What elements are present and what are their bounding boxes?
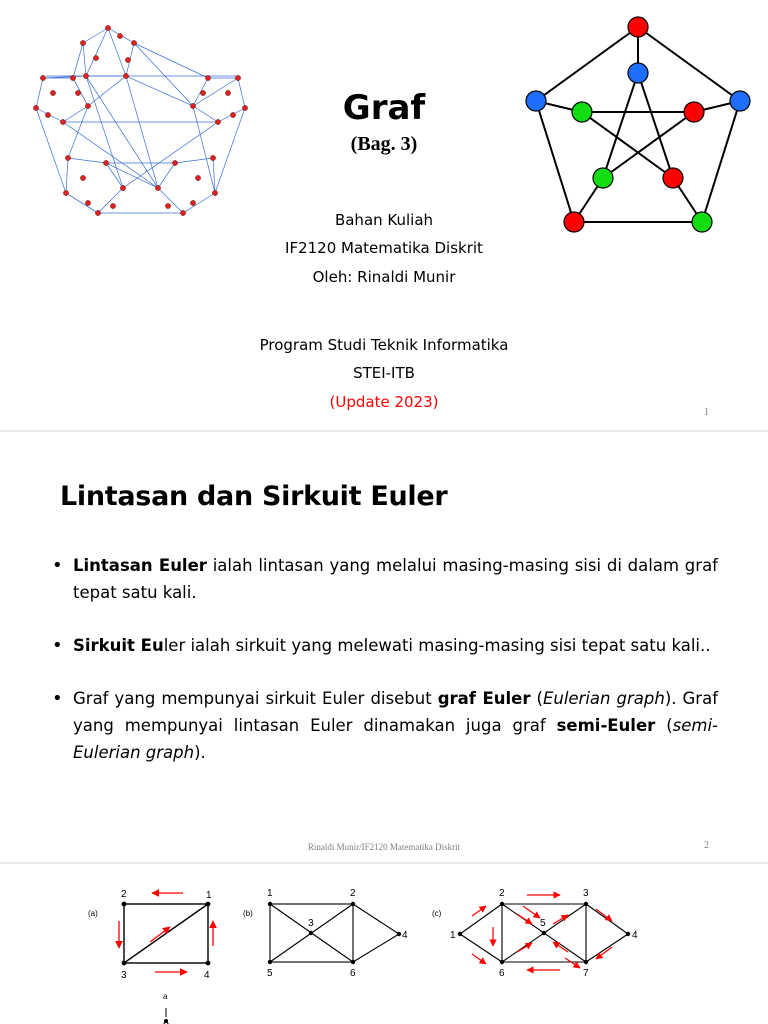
svg-text:4: 4 bbox=[632, 930, 638, 941]
course-material-line: Bahan Kuliah bbox=[334, 211, 434, 229]
slide-heading: Lintasan dan Sirkuit Euler bbox=[60, 481, 448, 512]
svg-text:(a): (a) bbox=[88, 909, 98, 918]
svg-text:2: 2 bbox=[121, 889, 127, 900]
svg-text:3: 3 bbox=[583, 888, 589, 899]
slide-1 bbox=[0, 0, 768, 432]
slide-title: Graf bbox=[342, 88, 426, 128]
graph-b bbox=[243, 888, 408, 979]
svg-text:6: 6 bbox=[499, 968, 505, 979]
svg-text:2: 2 bbox=[499, 888, 505, 899]
svg-text:1: 1 bbox=[450, 930, 456, 941]
slide-footer: Rinaldi Munir/IF2120 Matematika Diskrit bbox=[307, 842, 461, 852]
euler-graph-examples bbox=[0, 864, 768, 1024]
svg-text:(b): (b) bbox=[243, 909, 253, 918]
svg-text:1: 1 bbox=[267, 888, 273, 899]
author-line: Oleh: Rinaldi Munir bbox=[312, 268, 456, 286]
page-number: 1 bbox=[704, 407, 709, 418]
svg-text:4: 4 bbox=[204, 970, 210, 981]
bullet-graf-euler: • Graf yang mempunyai sirkuit Euler disebut graf Euler (Eulerian graph). Graf yang mempunyai lintasan Euler dinamakan juga graf semi-Euler (semi-Eulerian graph). bbox=[50, 685, 718, 766]
svg-text:7: 7 bbox=[583, 968, 589, 979]
svg-text:3: 3 bbox=[308, 918, 314, 929]
svg-text:5: 5 bbox=[540, 918, 546, 929]
bullet-lintasan-euler: • Lintasan Euler ialah lintasan yang melalui masing-masing sisi di dalam graf tepat satu kali. bbox=[50, 552, 718, 606]
svg-text:2: 2 bbox=[350, 888, 356, 899]
svg-text:4: 4 bbox=[402, 930, 408, 941]
update-year-line: (Update 2023) bbox=[329, 393, 439, 411]
petersen-vertex-top-red bbox=[628, 17, 648, 37]
graph-partial bbox=[160, 992, 172, 1024]
svg-text:3: 3 bbox=[121, 970, 127, 981]
school-line: STEI-ITB bbox=[353, 364, 415, 382]
svg-text:6: 6 bbox=[350, 968, 356, 979]
slide-3 bbox=[0, 864, 768, 1024]
svg-text:5: 5 bbox=[267, 968, 273, 979]
slide-2 bbox=[0, 432, 768, 864]
svg-text:(c): (c) bbox=[432, 909, 442, 918]
bullet-sirkuit-euler: • Sirkuit Euler ialah sirkuit yang melewati masing-masing sisi tepat satu kali.. bbox=[50, 632, 718, 659]
petersen-graph bbox=[522, 14, 754, 236]
definition-list bbox=[50, 552, 718, 792]
graph-a bbox=[88, 889, 213, 981]
page-number: 2 bbox=[704, 840, 709, 851]
svg-text:a: a bbox=[163, 992, 168, 1001]
course-name-line: IF2120 Matematika Diskrit bbox=[285, 239, 483, 257]
graph-c bbox=[432, 888, 638, 979]
svg-text:1: 1 bbox=[206, 890, 212, 901]
program-line: Program Studi Teknik Informatika bbox=[259, 336, 509, 354]
slide-subtitle: (Bag. 3) bbox=[350, 133, 418, 155]
